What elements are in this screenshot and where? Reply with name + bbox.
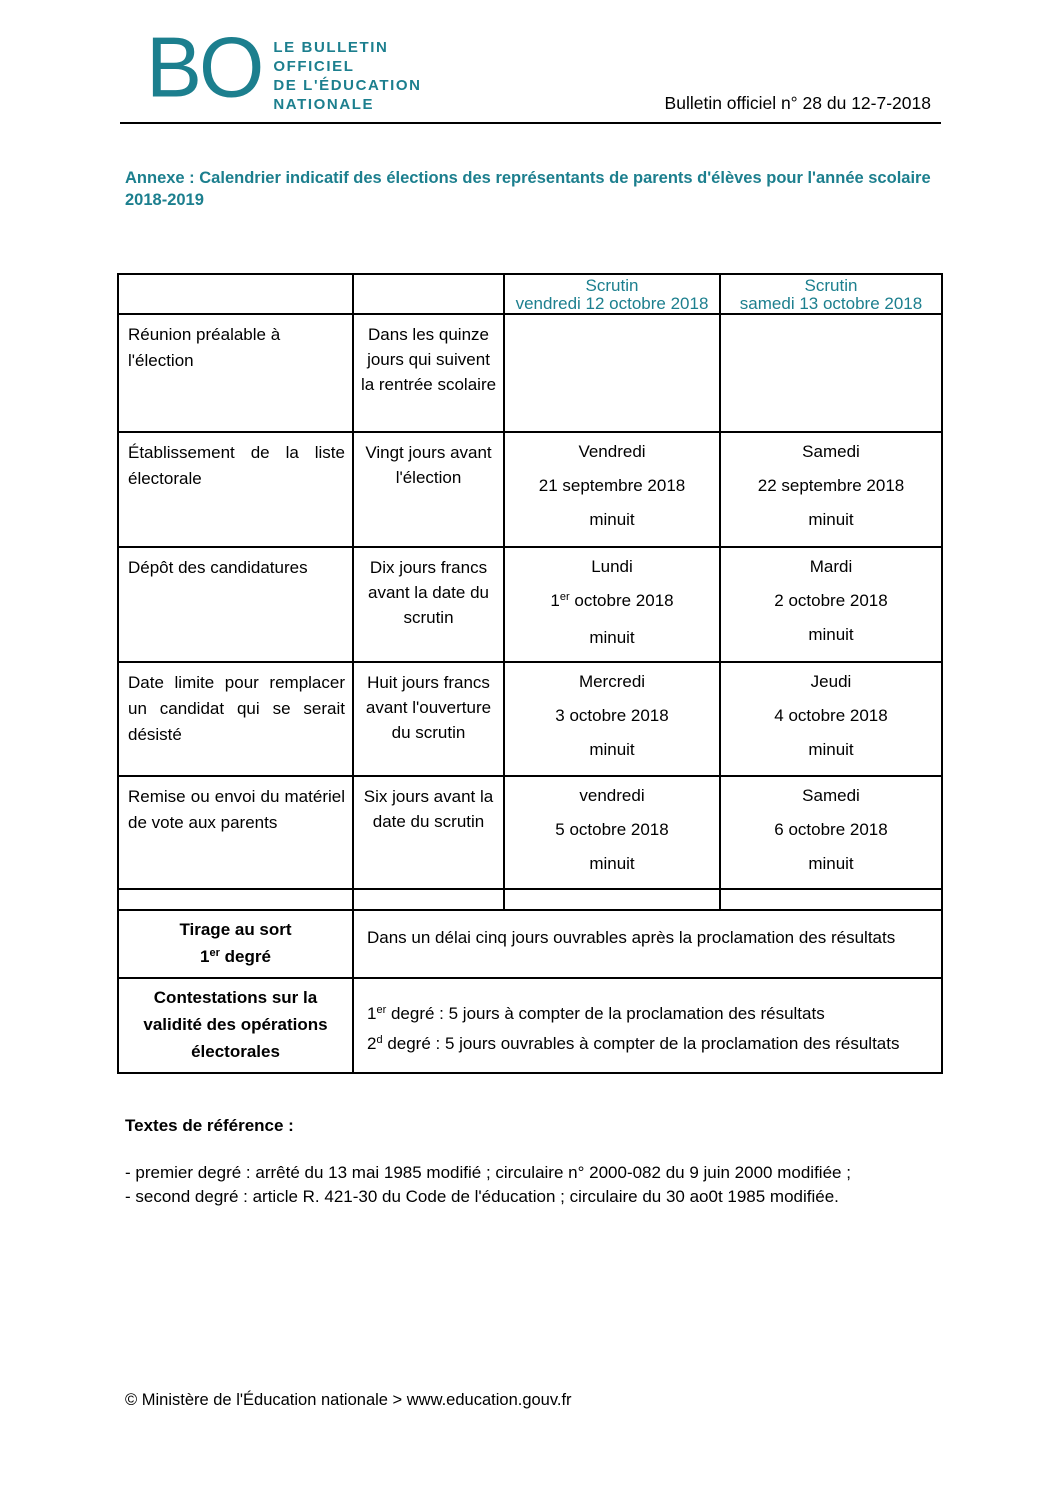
- table-row-materiel-vote: [118, 776, 942, 889]
- time-label: minuit: [589, 510, 635, 529]
- row4-saturday-cell: [720, 662, 942, 776]
- day-label: Jeudi: [810, 672, 852, 691]
- copyright-footer: © Ministère de l'Éducation nationale > www.education.gouv.fr: [125, 1391, 572, 1409]
- table-row-contestations: [118, 978, 942, 1073]
- degree-rest: degré: [219, 947, 271, 966]
- references-section: [125, 1116, 939, 1209]
- row3-label: Dépôt des candidatures: [118, 547, 353, 662]
- ordinal-suffix: d: [376, 1034, 383, 1046]
- election-calendar-table: [117, 273, 943, 1074]
- row4-label: Date limite pour remplacer un candidat qui se serait désisté: [118, 662, 353, 776]
- date-rest: octobre 2018: [569, 591, 674, 610]
- row1-label: Réunion préalable à l'élection: [118, 314, 353, 432]
- table-row-liste-electorale: [118, 432, 942, 547]
- day-label: vendredi: [579, 786, 645, 805]
- day-label: Vendredi: [578, 442, 646, 461]
- row4-rule: Huit jours francs avant l'ouverture du scrutin: [353, 662, 504, 776]
- row3-friday-cell: [504, 547, 720, 662]
- contestations-content: [353, 978, 942, 1073]
- day-label: Mercredi: [578, 672, 646, 691]
- header-scrutin-friday: [504, 274, 720, 314]
- scrutin-saturday-line2: samedi 13 octobre 2018: [739, 294, 923, 313]
- date-label: 4 octobre 2018: [774, 706, 888, 725]
- table-row-tirage: [118, 910, 942, 978]
- row5-saturday-cell: [720, 776, 942, 889]
- row5-rule: Six jours avant la date du scrutin: [353, 776, 504, 889]
- tirage-label-line2: [125, 943, 346, 973]
- row5-label: Remise ou envoi du matériel de vote aux parents: [118, 776, 353, 889]
- degree-number: 1: [367, 1004, 377, 1023]
- row1-saturday-cell: [720, 314, 942, 432]
- spacer-cell: [720, 889, 942, 910]
- reference-item-second-degre: - second degré : article R. 421-30 du Code de l'éducation ; circulaire du 30 ao0t 1985 modifiée.: [125, 1187, 839, 1206]
- header-empty-cell-2: [353, 274, 504, 314]
- date-label: 2 octobre 2018: [774, 591, 888, 610]
- spacer-cell: [504, 889, 720, 910]
- logo-line-2: OFFICIEL: [273, 58, 355, 75]
- contestations-label: Contestations sur la validité des opérations électorales: [118, 978, 353, 1073]
- row1-friday-cell: [504, 314, 720, 432]
- contestations-line2-text: degré : 5 jours ouvrables à compter de la proclamation des résultats: [382, 1034, 900, 1053]
- reference-item-premier-degre: - premier degré : arrêté du 13 mai 1985 modifié ; circulaire n° 2000-082 du 9 juin 2000 modifiée ;: [125, 1163, 851, 1182]
- bo-logo-wordmark: [273, 28, 421, 114]
- row3-rule: Dix jours francs avant la date du scrutin: [353, 547, 504, 662]
- time-label: minuit: [808, 510, 854, 529]
- table-spacer-row: [118, 889, 942, 910]
- logo-line-1: LE BULLETIN: [273, 39, 389, 56]
- row2-saturday-cell: [720, 432, 942, 547]
- date-label: 22 septembre 2018: [757, 476, 905, 495]
- logo-line-3: DE L'ÉDUCATION: [273, 77, 422, 94]
- bo-logo: [146, 18, 422, 115]
- time-label: minuit: [589, 628, 635, 647]
- header-scrutin-saturday: [720, 274, 942, 314]
- time-label: minuit: [808, 625, 854, 644]
- tirage-content: Dans un délai cinq jours ouvrables après la proclamation des résultats: [353, 910, 942, 978]
- references-heading: Textes de référence :: [125, 1116, 294, 1135]
- time-label: minuit: [808, 854, 854, 873]
- date-label: [505, 590, 719, 614]
- scrutin-friday-line1: Scrutin: [585, 276, 639, 295]
- contestations-line1-text: degré : 5 jours à compter de la proclamation des résultats: [386, 1004, 825, 1023]
- row4-friday-cell: [504, 662, 720, 776]
- scrutin-saturday-line1: Scrutin: [804, 276, 858, 295]
- page-title: Annexe : Calendrier indicatif des élections des représentants de parents d'élèves pour l'année scolaire 2018-2019: [125, 169, 931, 209]
- spacer-cell: [118, 889, 353, 910]
- table-row-remplacement: [118, 662, 942, 776]
- date-label: 5 octobre 2018: [555, 820, 669, 839]
- time-label: minuit: [589, 740, 635, 759]
- ordinal-suffix: er: [209, 947, 220, 959]
- contestations-line1: [367, 1000, 937, 1030]
- ordinal-suffix: er: [376, 1004, 387, 1016]
- day-label: Mardi: [809, 557, 853, 576]
- date-number: 1: [550, 591, 560, 610]
- row1-rule: Dans les quinze jours qui suivent la rentrée scolaire: [353, 314, 504, 432]
- header-empty-cell-1: [118, 274, 353, 314]
- day-label: Samedi: [802, 442, 860, 461]
- date-label: 3 octobre 2018: [555, 706, 669, 725]
- logo-line-4: NATIONALE: [273, 96, 375, 113]
- masthead-divider: [120, 122, 941, 124]
- row2-label: Établissement de la liste électorale: [118, 432, 353, 547]
- ordinal-suffix: er: [559, 591, 570, 603]
- bulletin-issue-label: Bulletin officiel n° 28 du 12-7-2018: [664, 93, 931, 113]
- scrutin-friday-line2: vendredi 12 octobre 2018: [515, 294, 709, 313]
- day-label: Samedi: [802, 786, 860, 805]
- date-label: 6 octobre 2018: [774, 820, 888, 839]
- table-header-row: [118, 274, 942, 314]
- contestations-line2: [367, 1030, 937, 1060]
- row2-rule: Vingt jours avant l'élection: [353, 432, 504, 547]
- tirage-label-line1: Tirage au sort: [179, 920, 292, 939]
- tirage-label: [118, 910, 353, 978]
- time-label: minuit: [589, 854, 635, 873]
- row3-saturday-cell: [720, 547, 942, 662]
- date-label: 21 septembre 2018: [538, 476, 686, 495]
- table-row-reunion: [118, 314, 942, 432]
- degree-number: 1: [200, 947, 210, 966]
- table-row-candidatures: [118, 547, 942, 662]
- degree-number: 2: [367, 1034, 377, 1053]
- day-label: Lundi: [591, 557, 633, 576]
- bo-logo-glyph: BO: [146, 18, 262, 115]
- row5-friday-cell: [504, 776, 720, 889]
- row2-friday-cell: [504, 432, 720, 547]
- spacer-cell: [353, 889, 504, 910]
- time-label: minuit: [808, 740, 854, 759]
